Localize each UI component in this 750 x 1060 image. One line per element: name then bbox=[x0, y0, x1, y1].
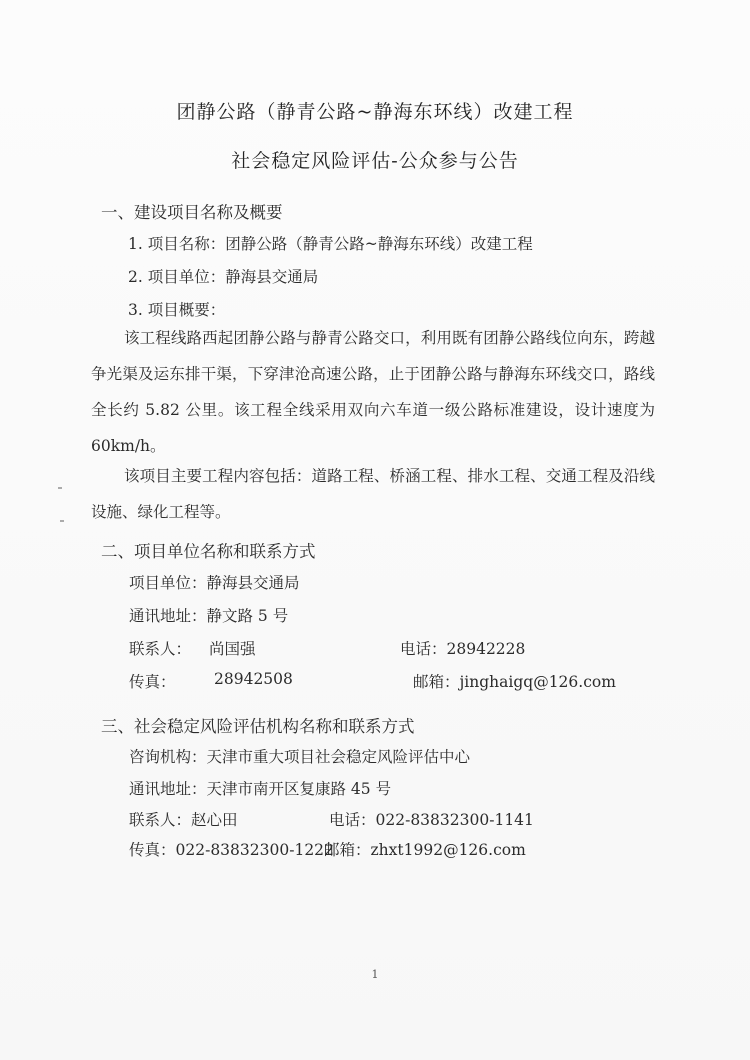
agency-contact: 联系人：赵心田 bbox=[129, 811, 238, 829]
agency-line: 咨询机构：天津市重大项目社会稳定风险评估中心 bbox=[129, 748, 471, 766]
section-2-heading: 二、项目单位名称和联系方式 bbox=[101, 542, 316, 561]
address-line: 通讯地址：静文路 5 号 bbox=[129, 607, 289, 625]
agency-address: 通讯地址：天津市南开区复康路 45 号 bbox=[129, 780, 392, 798]
project-overview-label: 3. 项目概要： bbox=[128, 301, 226, 319]
email-line: 邮箱：jinghaigq@126.com bbox=[413, 673, 616, 691]
project-overview-paragraph: 该工程线路西起团静公路与静青公路交口，利用既有团静公路线位向东，跨越争光渠及运东排干渠，下穿津沧高速公路，止于团静公路与静海东环线交口，路线全长约 5.82 公里。该工程全线采用双向六车道一级公路标准建设，设计速度为 60km/h。 bbox=[91, 329, 655, 455]
project-unit: 2. 项目单位：静海县交通局 bbox=[128, 268, 319, 286]
project-name: 1. 项目名称：团静公路（静青公路~静海东环线）改建工程 bbox=[128, 235, 533, 253]
doc-title-line2: 社会稳定风险评估-公众参与公告 bbox=[231, 150, 519, 172]
contact-label: 联系人： bbox=[129, 640, 192, 658]
phone-line: 电话：28942228 bbox=[400, 640, 526, 658]
fax-number: 28942508 bbox=[214, 670, 293, 688]
agency-fax: 传真：022-83832300-1222 bbox=[129, 841, 334, 859]
scan-speck bbox=[58, 487, 62, 489]
contact-name: 尚国强 bbox=[209, 640, 256, 658]
page-number: 1 bbox=[371, 968, 379, 981]
section-3-heading: 三、社会稳定风险评估机构名称和联系方式 bbox=[101, 717, 415, 736]
section-1-heading: 一、建设项目名称及概要 bbox=[101, 203, 283, 222]
doc-title-line1: 团静公路（静青公路~静海东环线）改建工程 bbox=[176, 101, 574, 123]
project-content-paragraph: 该项目主要工程内容包括：道路工程、桥涵工程、排水工程、交通工程及沿线设施、绿化工程等。 bbox=[91, 467, 655, 521]
fax-label: 传真： bbox=[129, 673, 176, 691]
agency-phone: 电话：022-83832300-1141 bbox=[329, 811, 534, 829]
unit-line: 项目单位：静海县交通局 bbox=[129, 574, 300, 592]
agency-email: 邮箱：zhxt1992@126.com bbox=[324, 841, 526, 859]
scan-speck bbox=[60, 520, 64, 522]
